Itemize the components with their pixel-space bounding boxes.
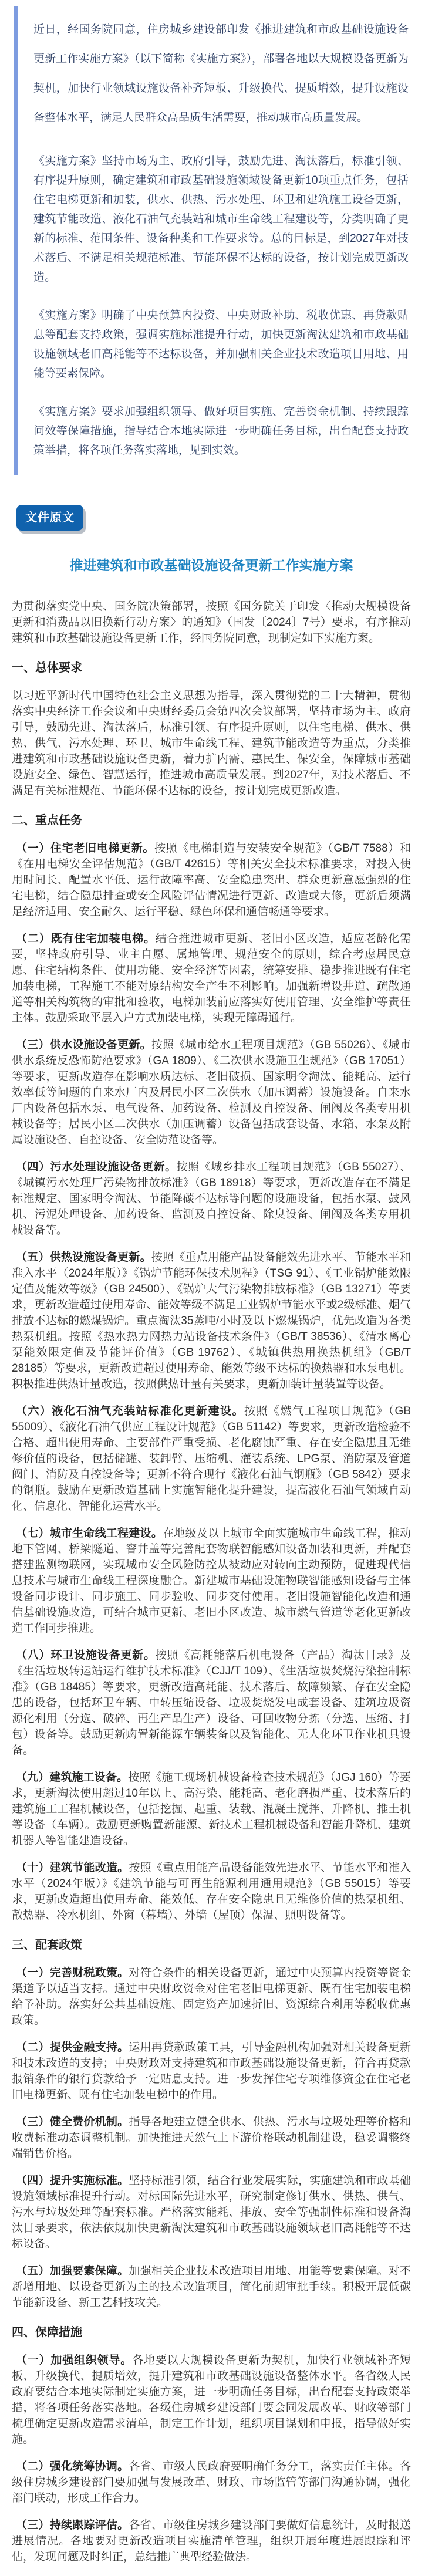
paragraph-lead: （四）提升实施标准。 [16, 2175, 129, 2187]
document-opening-paragraph: 为贯彻落实党中央、国务院决策部署，按照《国务院关于印发〈推动大规模设备更新和消费品以旧换新行动方案〉的通知》（国发〔2024〕7号）要求，有序推动建筑和市政基础设施设备更新工作，经国务院同意，现制定如下实施方案。 [12, 600, 411, 644]
section-paragraph: （九）建筑施工设备。按照《施工现场机械设备检查技术规范》（JGJ 160）等要求，更新淘汰使用超过10年以上、高污染、能耗高、老化磨损严重、技术落后的建筑施工工程机械设备，包括挖掘、起重、装载、混凝土搅拌、升降机、推土机等设备（车辆）。鼓励更新购置新能源、新技术工程机械设备和智能升降机、建筑机器人等智能建造设备。 [12, 1771, 411, 1847]
section-heading: 三、配套政策 [12, 1939, 82, 1952]
section-heading: 一、总体要求 [12, 661, 82, 674]
intro-paragraph: 《实施方案》坚持市场为主、政府引导，鼓励先进、淘汰落后，标准引领、有序提升原则，确定建筑和市政基础设施领域设备更新10项重点任务，包括住宅电梯更新和加装，供水、供热、污水处理、环卫和建筑施工设备更新，建筑节能改造、液化石油气充装站和城市生命线工程建设等，分类明确了更新的标准、范围条件、设备种类和工作要求等。总的目标是，到2027年对技术落后、不满足相关规范标准、节能环保不达标的设备，按计划完成更新改造。 [33, 155, 409, 283]
paragraph-lead: （一）加强组织领导。 [16, 2354, 133, 2366]
section-paragraph: （二）强化统筹协调。各省、市级人民政府要明确任务分工，落实责任主体。各级住房城乡建设部门要加强与发展改革、财政、市场监管等部门沟通协调，强化部门联动，形成工作合力。 [12, 2460, 411, 2504]
paragraph-lead: （十）建筑节能改造。 [16, 1862, 129, 1874]
section-paragraph: （三）健全费价机制。指导各地建立健全供水、供热、污水与垃圾处理等价格和收费标准动态调整机制。加快推进天然气上下游价格联动机制建设，稳妥调整终端销售价格。 [12, 2116, 411, 2160]
paragraph-lead: （三）供水设施设备更新。 [16, 1039, 151, 1051]
intro-paragraph: 《实施方案》要求加强组织领导、做好项目实施、完善资金机制、持续跟踪问效等保障措施，指导结合本地实际进一步明确任务目标，出台配套支持政策举措，将各项任务落实落地，见到实效。 [33, 406, 409, 457]
paragraph-lead: （二）既有住宅加装电梯。 [16, 933, 156, 945]
document-title: 推进建筑和市政基础设施设备更新工作实施方案 [69, 558, 353, 573]
section-paragraph: （一）完善财税政策。对符合条件的相关设备更新，通过中央预算内投资等资金渠道予以适当支持。通过中央财政资金对住宅老旧电梯更新、既有住宅加装电梯给予补助。落实好公共基础设施、固定资产加速折旧、资源综合利用等税收优惠政策。 [12, 1967, 411, 2027]
section-paragraph: 以习近平新时代中国特色社会主义思想为指导，深入贯彻党的二十大精神，贯彻落实中央经济工作会议和中央财经委员会第四次会议部署，坚持市场为主、政府引导，鼓励先进、淘汰落后，标准引领、有序提升原则，以住宅电梯、供水、供热、供气、污水处理、环卫、城市生命线工程、建筑节能改造等为重点，分类推进建筑和市政基础设施设备更新，着力扩内需、惠民生、保安全，保障城市基础设施安全、绿色、智慧运行，推进城市高质量发展。到2027年，对技术落后、不满足有关标准规范、节能环保不达标的设备，按计划完成更新改造。 [12, 690, 411, 797]
paragraph-lead: （一）住宅老旧电梯更新。 [16, 842, 155, 855]
intro-paragraphs [33, 15, 409, 460]
intro-summary-block [14, 6, 409, 475]
section-paragraph: （二）提供金融支持。运用再贷款政策工具，引导金融机构加强对相关设备更新和技术改造的支持；中央财政对支持建筑和市政基础设施设备更新，符合再贷款报销条件的银行贷款给予一定贴息支持。进一步发挥住宅专项维修资金在住宅老旧电梯更新、既有住宅加装电梯中的作用。 [12, 2041, 411, 2101]
section-paragraph: （五）加强要素保障。加强相关企业技术改造项目用地、用能等要素保障。对不新增用地、以设备更新为主的技术改造项目，简化前期审批手续。积极开展低碳节能新设备、新工艺科技攻关。 [12, 2265, 411, 2309]
paragraph-lead: （七）城市生命线工程建设。 [16, 1527, 163, 1539]
paragraph-lead: （二）强化统筹协调。 [16, 2460, 129, 2473]
section-paragraph: （三）持续跟踪评估。各省、市级住房城乡建设部门要做好信息统计，及时报送进展情况。各地要对更新改造项目实施清单管理，组织开展年度进展跟踪和评估，发现问题及时纠正，总结推广典型经验做法。 [12, 2519, 411, 2563]
paragraph-lead: （五）供热设施设备更新。 [16, 1251, 151, 1264]
paragraph-lead: （八）环卫设施设备更新。 [16, 1649, 156, 1662]
section-paragraph: （五）供热设施设备更新。按照《重点用能产品设备能效先进水平、节能水平和准入水平（2024年版）》《锅炉节能环保技术规程》（TSG 91）、《工业锅炉能效限定值及能效等级》（GB 24500）、《锅炉大气污染物排放标准》（GB 13271）等要求，更新改造超过使用寿命、能效等级不满足工业锅炉节能水平或2级标准、烟气排放不达标的燃煤锅炉。重点淘汰35蒸吨/小时及以下燃煤锅炉，优先改造为各类热泵机组。按照《热水热力网热力站设备技术条件》（GB/T 38536）、《清水离心泵能效限定值及节能评价值》（GB 19762）、《城镇供热用换热机组》（GB/T 28185）等要求，更新改造超过使用寿命、能效等级不达标的换热器和水泵电机。积极推进供热计量改造，按照供热计量有关要求，更新加装计量装置等设备。 [12, 1251, 411, 1390]
article-page [0, 6, 425, 2565]
paragraph-lead: （二）提供金融支持。 [16, 2041, 129, 2054]
section-paragraph: （四）提升实施标准。坚持标准引领，结合行业发展实际，实施建筑和市政基础设施领域标准提升行动。对标国际先进水平，研究制定修订供水、供热、供气、污水与垃圾处理等配套标准。严格落实能耗、排放、安全等强制性标准和设备淘汰目录要求，依法依规加快更新淘汰建筑和市政基础设施领域老旧高耗能等不达标设备。 [12, 2175, 411, 2250]
paragraph-lead: （五）加强要素保障。 [16, 2265, 129, 2277]
section-paragraph: （一）加强组织领导。各地要以大规模设备更新为契机，加快行业领域补齐短板、升级换代、提质增效，提升建筑和市政基础设施设备整体水平。各省级人民政府要结合本地实际制定实施方案，进一步明确任务目标，出台配套支持政策举措，将各项任务落实落地。各级住房城乡建设部门要会同发展改革、财政等部门梳理确定更新改造需求清单，制定工作计划，组织项目谋划和申报，指导做好实施。 [12, 2354, 411, 2446]
paragraph-lead: （九）建筑施工设备。 [16, 1771, 129, 1784]
intro-paragraph: 《实施方案》明确了中央预算内投资、中央财政补助、税收优惠、再贷款贴息等配套支持政策，强调实施标准提升行动，加快更新淘汰建筑和市政基础设施领域老旧高耗能等不达标设备，并加强相关企业技术改造项目用地、用能等要素保障。 [33, 309, 409, 380]
section-paragraph: （七）城市生命线工程建设。在地级及以上城市全面实施城市生命线工程，推动地下管网、桥梁隧道、窨井盖等完善配套物联智能感知设备加装和更新，并配套搭建监测物联网，实现城市安全风险防控从被动应对转向主动预防，促进现代信息技术与城市生命线工程深度融合。新建城市基础设施物联智能感知设备与主体设备同步设计、同步施工、同步验收、同步交付使用。老旧设施智能化改造和通信基础设施改造，可结合城市更新、老旧小区改造、城市燃气管道等老化更新改造工作同步推进。 [12, 1527, 411, 1635]
paragraph-lead: （三）持续跟踪评估。 [16, 2519, 129, 2531]
original-text-badge: 文件原文 [16, 505, 83, 531]
section-paragraph: （一）住宅老旧电梯更新。按照《电梯制造与安装安全规范》（GB/T 7588）和《在用电梯安全评估规范》（GB/T 42615）等相关安全技术标准要求，对投入使用时间长、配置水平低、运行故障率高、安全隐患突出、群众更新意愿强烈的住宅电梯，结合隐患排查或安全风险评估情况进行更新、改造或大修，更新后须满足经济适用、安全耐久、运行平稳、绿色环保和通信畅通等要求。 [12, 842, 411, 918]
section-heading: 四、保障措施 [12, 2326, 82, 2339]
section-paragraph: （三）供水设施设备更新。按照《城市给水工程项目规范》（GB 55026）、《城市供水系统反恐怖防范要求》（GA 1809）、《二次供水设施卫生规范》（GB 17051）等要求，更新改造存在影响水质达标、老旧破损、国家明令淘汰、能耗高、运行效率低等问题的自来水厂内及居民小区二次供水（加压调蓄）设施设备。自来水厂内设备包括水泵、电气设备、加药设备、检测及自控设备、闸阀及各类专用机械设备等；居民小区二次供水（加压调蓄）设备包括成套设备、水箱、水泵及附属设施设备、自控设备、安全防范设备等。 [12, 1039, 411, 1146]
section-paragraph: （六）液化石油气充装站标准化更新建设。按照《燃气工程项目规范》（GB 55009）、《液化石油气供应工程设计规范》（GB 51142）等要求，更新改造检验不合格、超出使用寿命、主要部件严重受损、老化腐蚀严重、存在安全隐患且无维修价值的设备，包括储罐、装卸臂、压缩机、灌装系统、LPG泵、消防泵及管道阀门、消防及自控设备等；更新不符合现行《液化石油气钢瓶》（GB 5842）要求的钢瓶。鼓励在更新改造基础上实施智能化提升建设，提高液化石油气领域自动化、信息化、智能化运营水平。 [12, 1405, 411, 1512]
section-paragraph: （四）污水处理设施设备更新。按照《城乡排水工程项目规范》（GB 55027）、《城镇污水处理厂污染物排放标准》（GB 18918）等要求，更新改造存在不满足标准规定、国家明令淘汰、节能降碳不达标等问题的设施设备，包括水泵、鼓风机、污泥处理设备、加药设备、监测及自控设备、除臭设备、闸阀及各类专用机械设备等。 [12, 1161, 411, 1237]
section-paragraph: （十）建筑节能改造。按照《重点用能产品设备能效先进水平、节能水平和准入水平（2024年版）》《建筑节能与可再生能源利用通用规范》（GB 55015）等要求，更新改造超出使用寿命、能效低、存在安全隐患且无维修价值的热泵机组、散热器、冷水机组、外窗（幕墙）、外墙（屋顶）保温、照明设备等。 [12, 1862, 411, 1922]
intro-paragraph: 近日，经国务院同意，住房城乡建设部印发《推进建筑和市政基础设施设备更新工作实施方案》（以下简称《实施方案》），部署各地以大规模设备更新为契机，加快行业领域设施设备补齐短板、升级换代、提质增效，提升设施设备整体水平，满足人民群众高品质生活需要，推动城市高质量发展。 [33, 23, 409, 124]
section-heading: 二、重点任务 [12, 814, 82, 827]
paragraph-lead: （四）污水处理设施设备更新。 [16, 1161, 177, 1173]
section-paragraph: （二）既有住宅加装电梯。结合推进城市更新、老旧小区改造，适应老龄化需要，坚持政府引导、业主自愿、属地管理、规范安全的原则，综合考虑居民意愿、住宅结构条件、使用功能、安全经济等因素，统筹安排、稳步推进既有住宅加装电梯，工程施工不能对原结构安全产生不利影响。加强新增设井道、疏散通道等相关构筑物的审批和验收，电梯加装前应落实好使用管理、安全维护等责任主体。鼓励采取平层入户方式加装电梯，实现无障碍通行。 [12, 933, 411, 1024]
original-text-badge-row [16, 505, 425, 531]
document-body [12, 556, 411, 2565]
document-sections [12, 660, 411, 2565]
paragraph-lead: （三）健全费价机制。 [16, 2116, 129, 2128]
paragraph-lead: （一）完善财税政策。 [16, 1967, 129, 1979]
section-paragraph: （八）环卫设施设备更新。按照《高耗能落后机电设备（产品）淘汰目录》及《生活垃圾转运站运行维护技术标准》（CJJ/T 109）、《生活垃圾焚烧污染控制标准》（GB 18485）等要求，更新改造高耗能、技术落后、故障频繁、存在安全隐患的设备，包括环卫车辆、中转压缩设备、垃圾焚烧发电成套设备、建筑垃圾资源化利用（分选、破碎、再生产品生产）设备、可回收物分拣（分选、压缩、打包）设备等。鼓励更新购置新能源车辆装备以及智能化、无人化环卫作业机具设备。 [12, 1649, 411, 1757]
paragraph-lead: （六）液化石油气充装站标准化更新建设。 [16, 1405, 244, 1417]
